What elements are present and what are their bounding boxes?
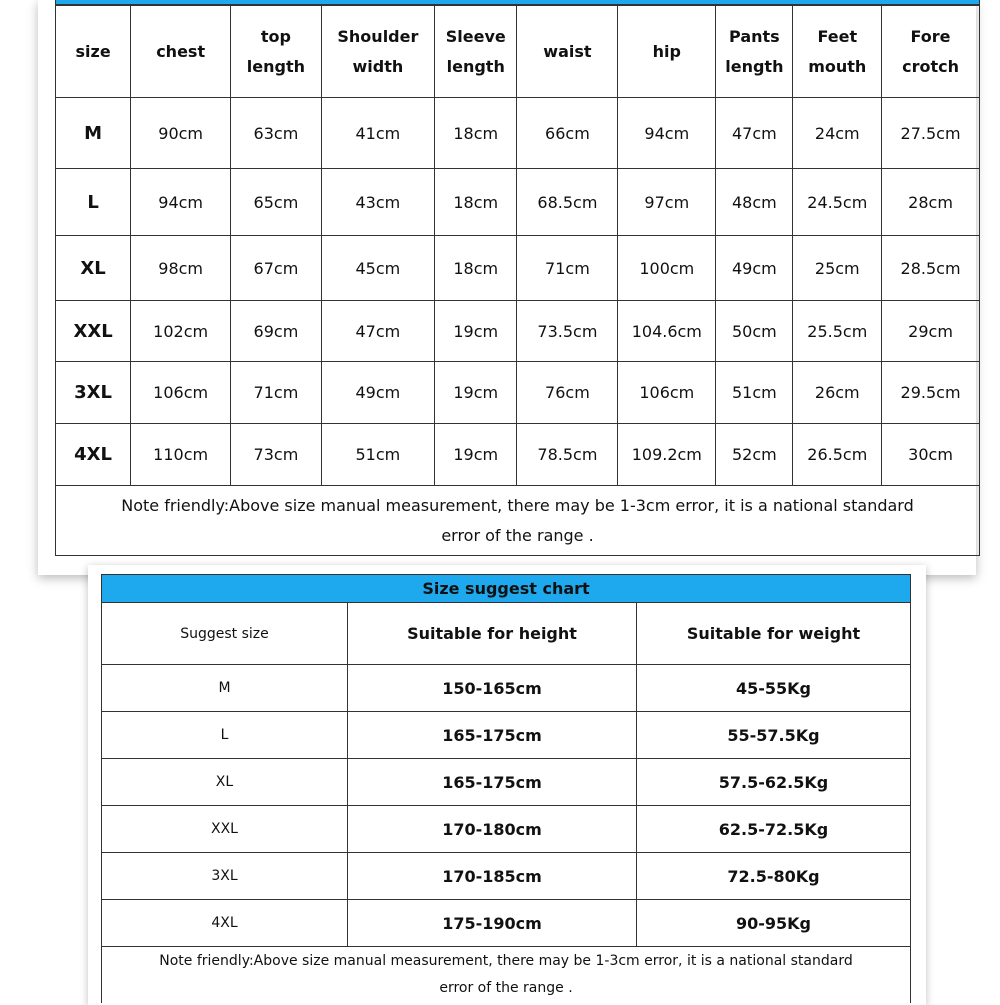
header-pants-length: Pants length (716, 6, 793, 98)
size-cell: 4XL (56, 424, 131, 486)
top-length-cell: 67cm (231, 236, 322, 301)
suggest-chart-title: Size suggest chart (102, 575, 911, 603)
table-row (56, 301, 980, 362)
top-length-cell: 69cm (231, 301, 322, 362)
weight-cell: 57.5-62.5Kg (637, 759, 911, 806)
fore-crotch-cell: 28.5cm (882, 236, 980, 301)
top-length-cell: 73cm (231, 424, 322, 486)
table-row (102, 665, 911, 712)
suggest-size-cell: M (102, 665, 348, 712)
table-row (56, 98, 980, 169)
suggest-chart-note: Note friendly:Above size manual measurement, there may be 1-3cm error, it is a national standard error of the range . (102, 947, 911, 1003)
size-chart-note-row (56, 486, 980, 556)
weight-cell: 45-55Kg (637, 665, 911, 712)
header-hip: hip (618, 6, 716, 98)
hip-cell: 109.2cm (618, 424, 716, 486)
pants-length-cell: 47cm (716, 98, 793, 169)
fore-crotch-cell: 30cm (882, 424, 980, 486)
size-cell: XXL (56, 301, 131, 362)
suggest-chart-header-row (102, 603, 911, 665)
hip-cell: 97cm (618, 169, 716, 236)
sleeve-length-cell: 18cm (435, 236, 517, 301)
header-height: Suitable for height (348, 603, 637, 665)
feet-mouth-cell: 25.5cm (793, 301, 882, 362)
header-shoulder-width: Shoulder width (321, 6, 434, 98)
table-row (102, 853, 911, 900)
weight-cell: 55-57.5Kg (637, 712, 911, 759)
size-chart-note: Note friendly:Above size manual measurement, there may be 1-3cm error, it is a national standard error of the range . (56, 486, 980, 556)
suggest-size-cell: 4XL (102, 900, 348, 947)
suggest-size-cell: L (102, 712, 348, 759)
suggest-size-cell: 3XL (102, 853, 348, 900)
shoulder-width-cell: 43cm (321, 169, 434, 236)
shoulder-width-cell: 47cm (321, 301, 434, 362)
pants-length-cell: 51cm (716, 362, 793, 424)
pants-length-cell: 48cm (716, 169, 793, 236)
table-row (56, 362, 980, 424)
top-length-cell: 63cm (231, 98, 322, 169)
chest-cell: 106cm (131, 362, 231, 424)
table-row (56, 236, 980, 301)
chest-cell: 102cm (131, 301, 231, 362)
waist-cell: 68.5cm (517, 169, 618, 236)
pants-length-cell: 50cm (716, 301, 793, 362)
hip-cell: 94cm (618, 98, 716, 169)
header-chest: chest (131, 6, 231, 98)
feet-mouth-cell: 24cm (793, 98, 882, 169)
header-waist: waist (517, 6, 618, 98)
waist-cell: 66cm (517, 98, 618, 169)
shoulder-width-cell: 51cm (321, 424, 434, 486)
height-cell: 170-180cm (348, 806, 637, 853)
sleeve-length-cell: 18cm (435, 98, 517, 169)
waist-cell: 78.5cm (517, 424, 618, 486)
weight-cell: 90-95Kg (637, 900, 911, 947)
header-suggest-size: Suggest size (102, 603, 348, 665)
feet-mouth-cell: 26.5cm (793, 424, 882, 486)
height-cell: 175-190cm (348, 900, 637, 947)
sleeve-length-cell: 18cm (435, 169, 517, 236)
waist-cell: 76cm (517, 362, 618, 424)
suggest-size-cell: XL (102, 759, 348, 806)
size-chart-table (55, 5, 980, 556)
height-cell: 170-185cm (348, 853, 637, 900)
header-weight: Suitable for weight (637, 603, 911, 665)
size-chart-header-row (56, 6, 980, 98)
shoulder-width-cell: 49cm (321, 362, 434, 424)
size-cell: L (56, 169, 131, 236)
suggest-chart-title-row (102, 575, 911, 603)
fore-crotch-cell: 29cm (882, 301, 980, 362)
hip-cell: 106cm (618, 362, 716, 424)
header-feet-mouth: Feet mouth (793, 6, 882, 98)
header-size: size (56, 6, 131, 98)
pants-length-cell: 52cm (716, 424, 793, 486)
suggest-size-cell: XXL (102, 806, 348, 853)
fore-crotch-cell: 27.5cm (882, 98, 980, 169)
height-cell: 150-165cm (348, 665, 637, 712)
header-fore-crotch: Fore crotch (882, 6, 980, 98)
size-cell: M (56, 98, 131, 169)
feet-mouth-cell: 26cm (793, 362, 882, 424)
table-row (102, 806, 911, 853)
top-length-cell: 65cm (231, 169, 322, 236)
height-cell: 165-175cm (348, 759, 637, 806)
chest-cell: 94cm (131, 169, 231, 236)
table-row (102, 759, 911, 806)
chest-cell: 110cm (131, 424, 231, 486)
waist-cell: 73.5cm (517, 301, 618, 362)
chest-cell: 98cm (131, 236, 231, 301)
hip-cell: 104.6cm (618, 301, 716, 362)
hip-cell: 100cm (618, 236, 716, 301)
header-sleeve-length: Sleeve length (435, 6, 517, 98)
height-cell: 165-175cm (348, 712, 637, 759)
shoulder-width-cell: 45cm (321, 236, 434, 301)
table-row (102, 900, 911, 947)
size-cell: 3XL (56, 362, 131, 424)
table-row (102, 712, 911, 759)
suggest-chart-note-row (102, 947, 911, 1003)
weight-cell: 62.5-72.5Kg (637, 806, 911, 853)
fore-crotch-cell: 28cm (882, 169, 980, 236)
chest-cell: 90cm (131, 98, 231, 169)
sleeve-length-cell: 19cm (435, 362, 517, 424)
weight-cell: 72.5-80Kg (637, 853, 911, 900)
sleeve-length-cell: 19cm (435, 424, 517, 486)
pants-length-cell: 49cm (716, 236, 793, 301)
top-length-cell: 71cm (231, 362, 322, 424)
table-row (56, 169, 980, 236)
waist-cell: 71cm (517, 236, 618, 301)
feet-mouth-cell: 24.5cm (793, 169, 882, 236)
sleeve-length-cell: 19cm (435, 301, 517, 362)
table-row (56, 424, 980, 486)
size-cell: XL (56, 236, 131, 301)
fore-crotch-cell: 29.5cm (882, 362, 980, 424)
feet-mouth-cell: 25cm (793, 236, 882, 301)
header-top-length: top length (231, 6, 322, 98)
suggest-chart-table (101, 574, 911, 1003)
shoulder-width-cell: 41cm (321, 98, 434, 169)
